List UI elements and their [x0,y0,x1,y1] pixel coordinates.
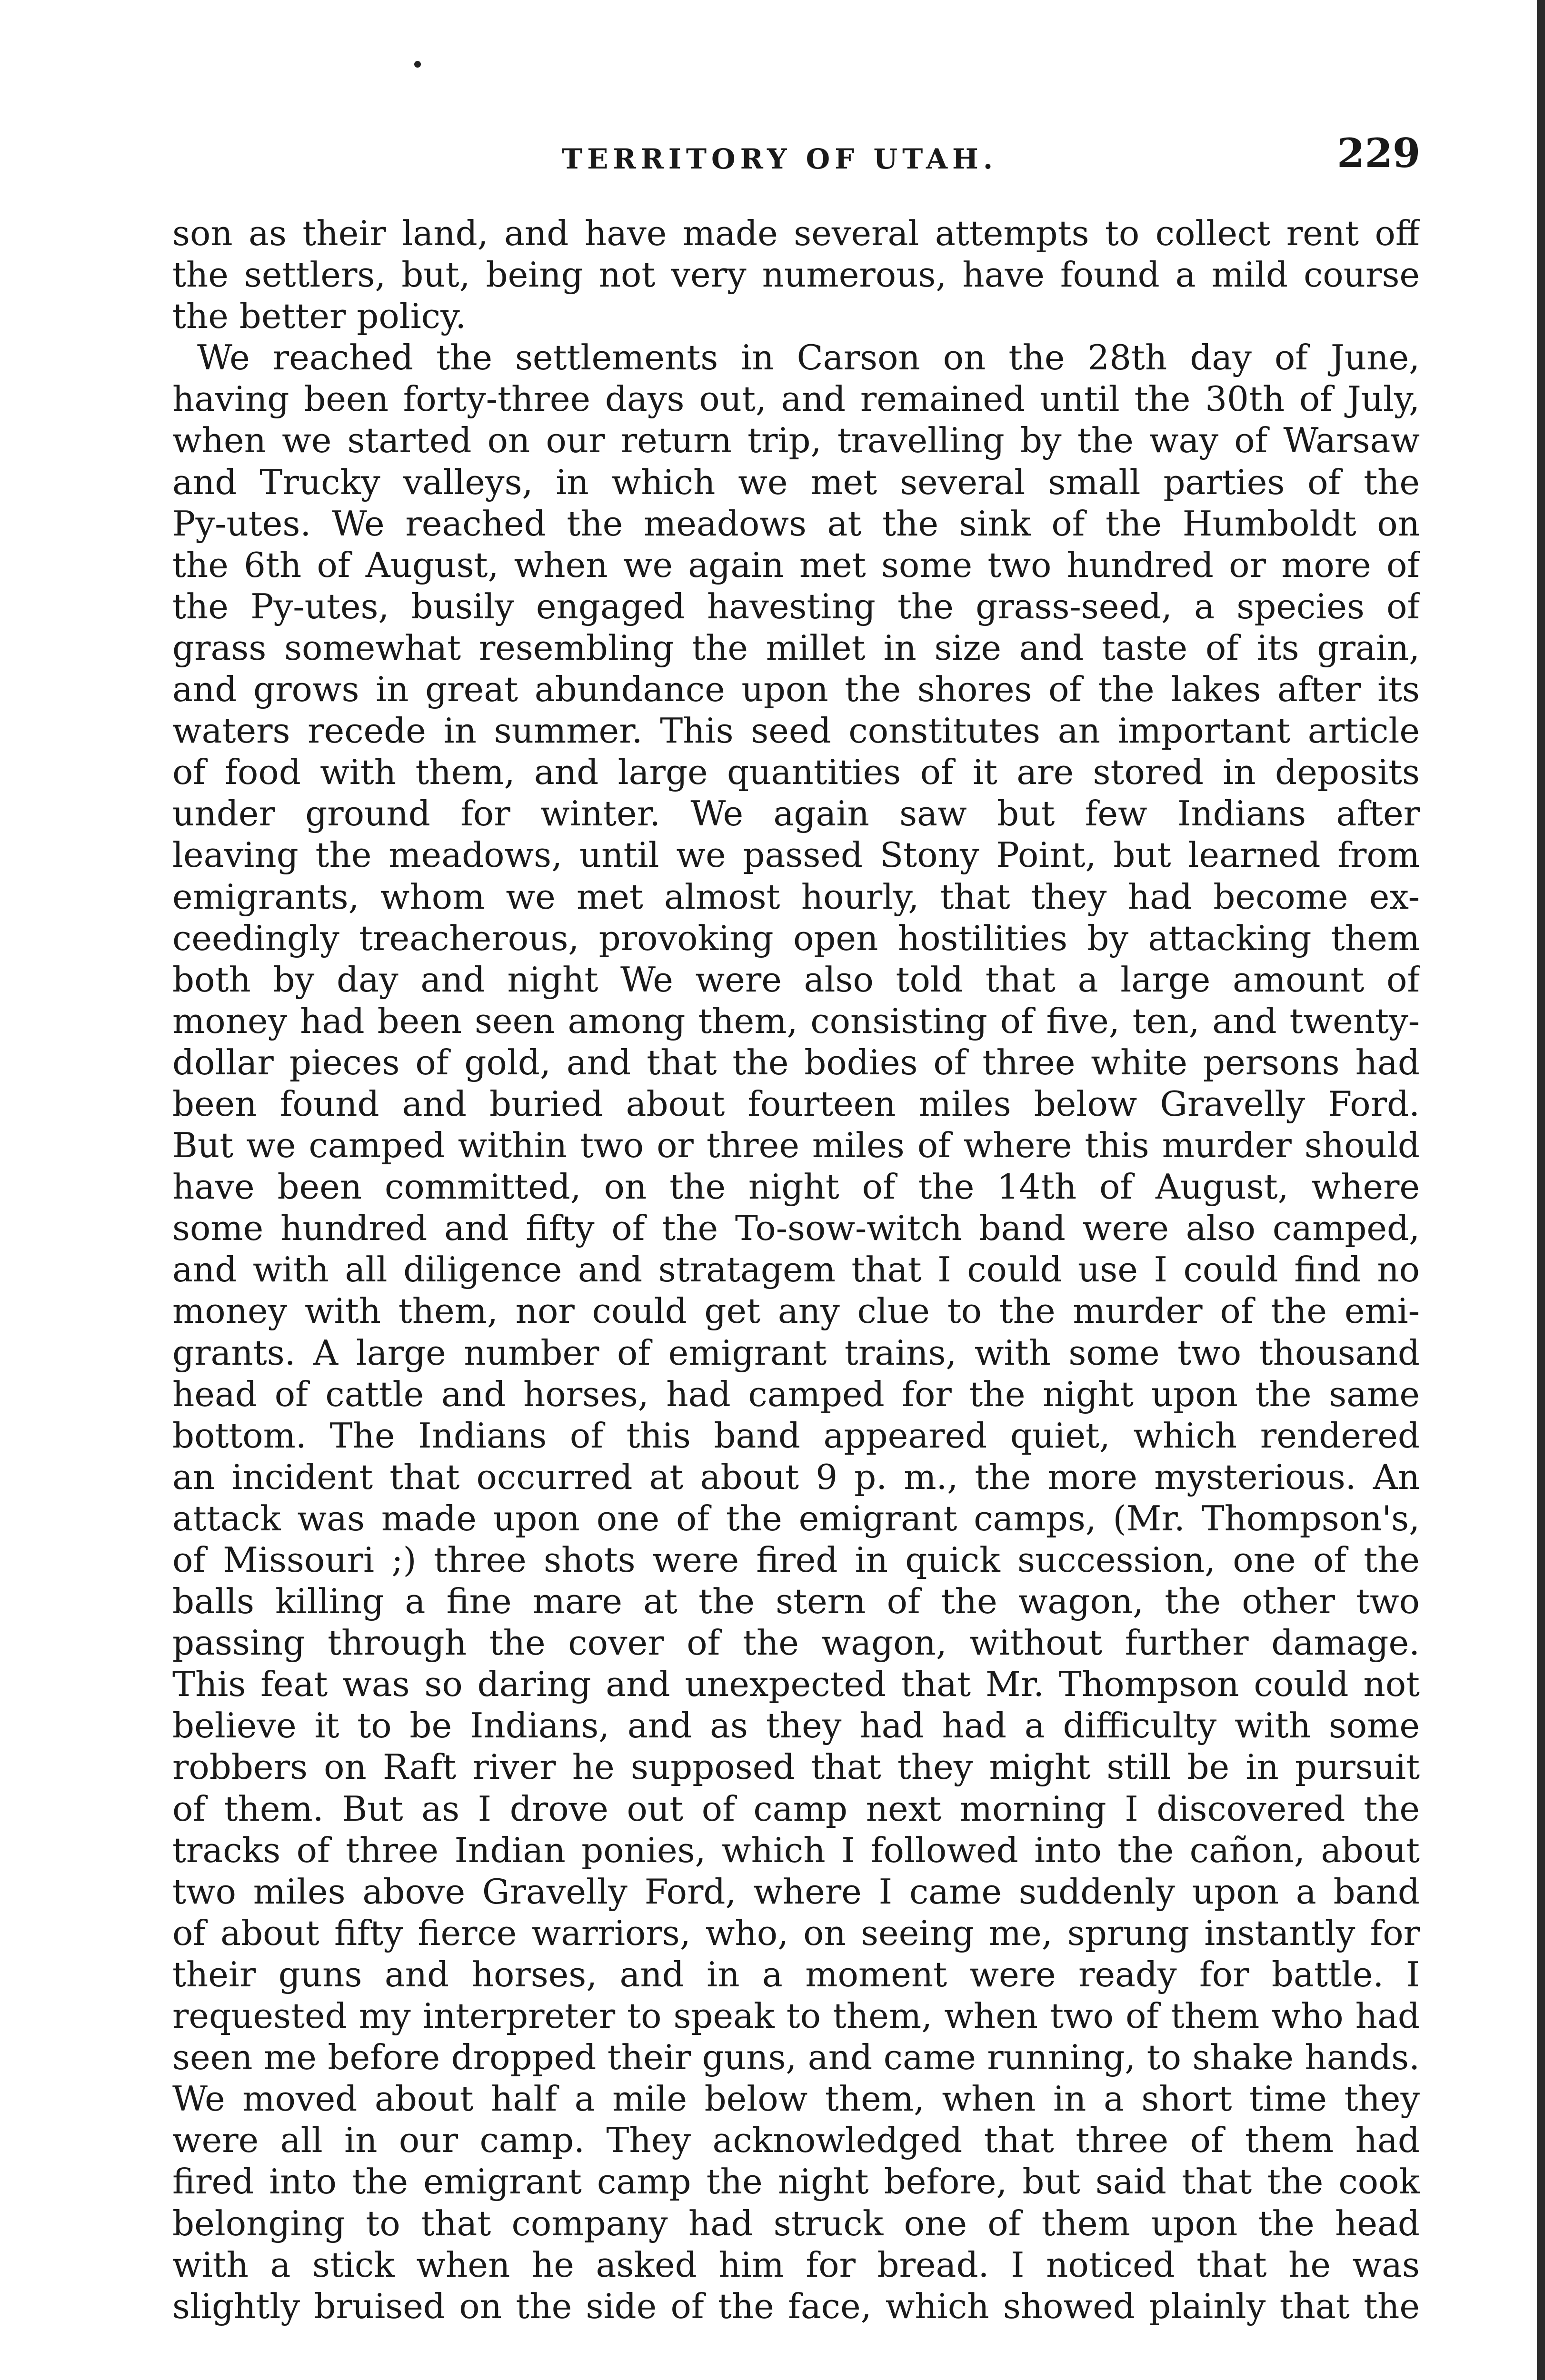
text-line: son as their land, and have made several attempts to collect rent off [172,213,1420,253]
text-line: two miles above Gravelly Ford, where I came suddenly upon a band [172,1871,1420,1912]
text-line: some hundred and fifty of the To-sow-witch band were also camped, [172,1208,1420,1249]
body-text [172,213,1420,2327]
text-line: attack was made upon one of the emigrant camps, (Mr. Thompson's, [172,1498,1420,1538]
text-line: emigrants, whom we met almost hourly, that they had become ex- [172,876,1420,917]
text-line: the better policy. [172,296,467,337]
text-line: and Trucky valleys, in which we met several small parties of the [172,462,1420,502]
text-line: robbers on Raft river he supposed that they might still be in pursuit [172,1747,1420,1787]
text-line: seen me before dropped their guns, and came running, to shake hands. [172,2037,1420,2078]
text-line: waters recede in summer. This seed constitutes an important article [172,711,1420,751]
text-line: ceedingly treacherous, provoking open hostilities by attacking them [172,918,1420,958]
text-line: head of cattle and horses, had camped for the night upon the same [172,1374,1420,1414]
text-line: believe it to be Indians, and as they had had a difficulty with some [172,1706,1420,1746]
text-line: requested my interpreter to speak to them, when two of them who had [172,1996,1420,2036]
text-line: been found and buried about fourteen miles below Gravelly Ford. [172,1083,1420,1124]
text-line: with a stick when he asked him for bread. I noticed that he was [172,2244,1420,2285]
text-line: balls killing a fine mare at the stern of the wagon, the other two [172,1581,1420,1622]
page-number: 229 [1337,129,1421,177]
text-line: were all in our camp. They acknowledged that three of them had [172,2120,1420,2161]
text-line: when we started on our return trip, travelling by the way of Warsaw [172,420,1420,461]
text-line: tracks of three Indian ponies, which I followed into the cañon, about [172,1830,1420,1870]
text-line: But we camped within two or three miles of where this murder should [172,1125,1420,1166]
text-line: of them. But as I drove out of camp next morning I discovered the [172,1788,1420,1829]
text-line: the settlers, but, being not very numerous, have found a mild course [172,255,1420,295]
text-line: their guns and horses, and in a moment were ready for battle. I [172,1954,1420,1994]
text-line: money had been seen among them, consisting of five, ten, and twenty- [172,1001,1420,1041]
text-line: the 6th of August, when we again met some two hundred or more of [172,545,1420,585]
text-line: slightly bruised on the side of the face, which showed plainly that the [172,2286,1420,2326]
text-line: under ground for winter. We again saw but few Indians after [172,793,1420,834]
text-line: have been committed, on the night of the 14th of August, where [172,1167,1420,1207]
text-line: dollar pieces of gold, and that the bodies of three white persons had [172,1042,1420,1082]
text-line: having been forty-three days out, and remained until the 30th of July, [172,379,1420,419]
scan-speck [414,61,421,68]
text-line: Py-utes. We reached the meadows at the sink of the Humboldt on [172,503,1420,544]
text-line: and with all diligence and stratagem that I could use I could find no [172,1250,1420,1290]
text-line: of about fifty fierce warriors, who, on seeing me, sprung instantly for [172,1913,1420,1953]
running-head: TERRITORY OF UTAH. [562,143,998,175]
text-line: grants. A large number of emigrant trains, with some two thousand [172,1332,1420,1373]
text-line: and grows in great abundance upon the shores of the lakes after its [172,669,1420,710]
text-line: of Missouri ;) three shots were fired in quick succession, one of the [172,1540,1420,1580]
text-line: bottom. The Indians of this band appeared quiet, which rendered [172,1415,1420,1456]
text-line: We reached the settlements in Carson on the 28th day of June, [197,337,1420,378]
text-line: This feat was so daring and unexpected that Mr. Thompson could not [172,1664,1420,1705]
text-line: We moved about half a mile below them, when in a short time they [172,2079,1420,2119]
text-line: an incident that occurred at about 9 p. m., the more mysterious. An [172,1457,1420,1497]
text-line: of food with them, and large quantities of it are stored in deposits [172,752,1420,793]
text-line: the Py-utes, busily engaged havesting the grass-seed, a species of [172,586,1420,626]
text-line: both by day and night We were also told that a large amount of [172,959,1420,1000]
text-line: leaving the meadows, until we passed Stony Point, but learned from [172,835,1420,875]
text-line: fired into the emigrant camp the night before, but said that the cook [172,2162,1420,2202]
scan-edge [1537,0,1545,2380]
text-line: passing through the cover of the wagon, without further damage. [172,1623,1420,1663]
text-line: belonging to that company had struck one of them upon the head [172,2203,1420,2243]
text-line: grass somewhat resembling the millet in size and taste of its grain, [172,627,1420,668]
text-line: money with them, nor could get any clue to the murder of the emi- [172,1291,1420,1331]
